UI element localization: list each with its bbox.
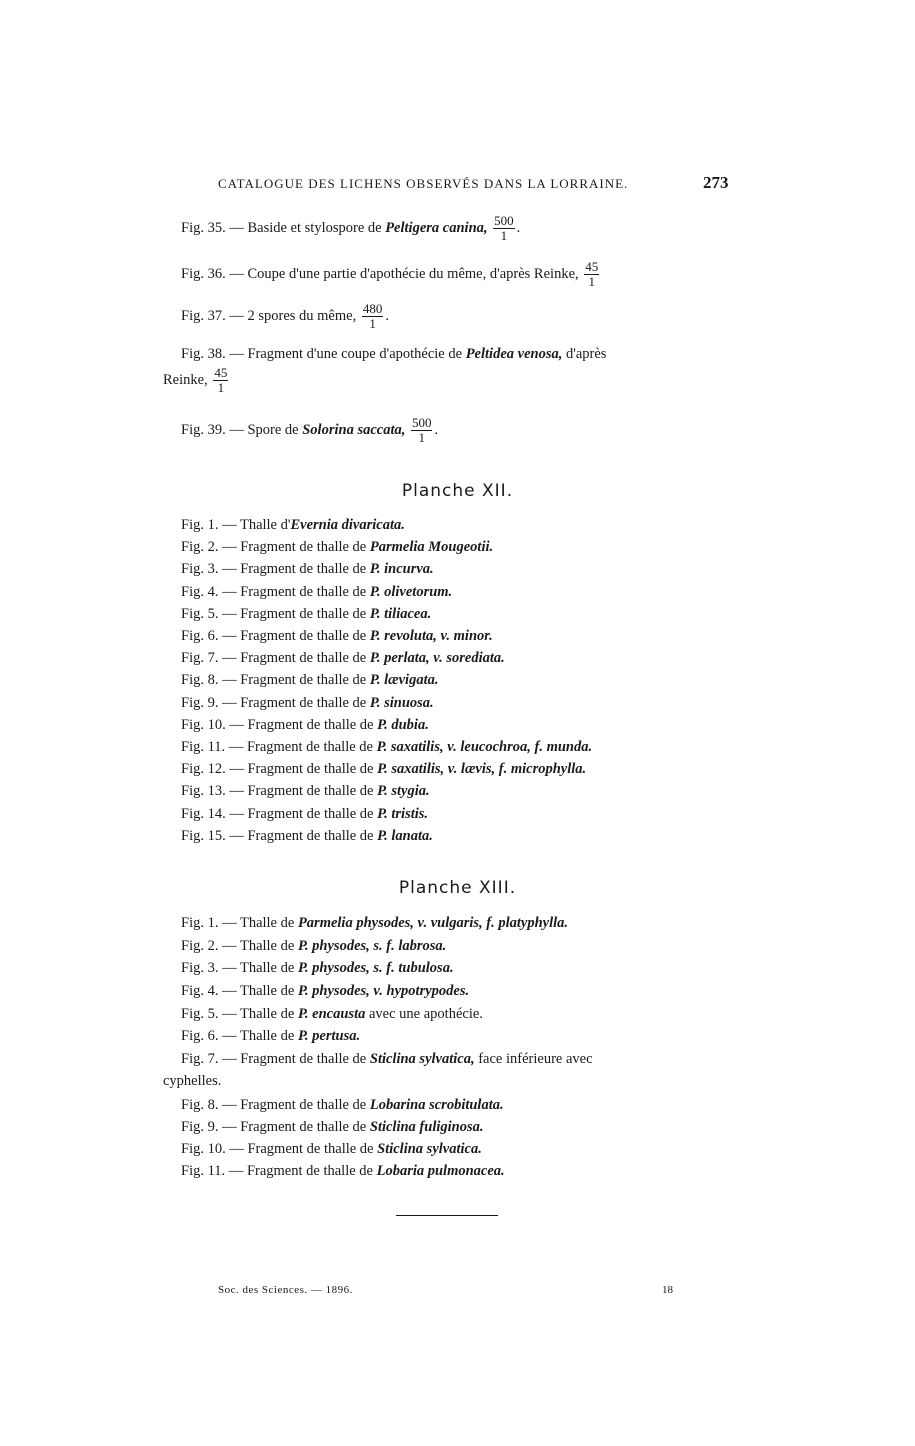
species-name: Parmelia physodes, v. vulgaris, f. platyphylla. xyxy=(297,915,569,931)
fig-text: — Fragment de thalle de xyxy=(222,628,370,644)
fig-text: — Fragment de thalle de xyxy=(222,694,370,711)
fig-label: Fig. 9. xyxy=(181,1119,219,1135)
fig-label: Fig. 36. xyxy=(181,265,226,282)
fig-text-cont: Reinke, xyxy=(163,371,208,388)
fig-label: Fig. 10. xyxy=(181,1141,226,1157)
fraction: $\frac{45}{1}$ xyxy=(214,365,228,395)
list-item xyxy=(181,561,434,578)
fig-text: — Fragment de thalle de xyxy=(222,1051,370,1067)
species-name: P. saxatilis, v. lævis, f. microphylla. xyxy=(377,761,587,778)
species-name: Solorina saccata, xyxy=(302,421,406,438)
fig-label: Fig. 5. xyxy=(181,605,219,622)
fig-label: Fig. 1. xyxy=(181,915,219,931)
species-name: Lobaria pulmonacea. xyxy=(376,1163,505,1179)
fig-label: Fig. 6. xyxy=(181,1028,219,1044)
fig-text: — Baside et stylospore de xyxy=(229,219,386,236)
fig-text-after: face inférieure avec xyxy=(474,1051,593,1067)
fig-text: — Thalle de xyxy=(222,1006,298,1022)
fig-text: — Fragment de thalle de xyxy=(222,1119,370,1135)
fig-label: Fig. 2. xyxy=(181,938,219,954)
running-header: CATALOGUE DES LICHENS OBSERVÉS DANS LA LORRAINE. xyxy=(218,176,629,191)
fig-35-line: Fig. 35. — Baside et stylospore de Peltigera canina, $\frac{500}{1}$ . xyxy=(181,213,521,243)
list-item xyxy=(181,717,429,734)
fig-label: Fig. 4. xyxy=(181,983,219,999)
fig-label: Fig. 9. xyxy=(181,694,219,711)
fig-text: — Fragment de thalle de xyxy=(228,1163,377,1179)
fig-label: Fig. 11. xyxy=(181,1163,226,1179)
list-item xyxy=(181,739,592,756)
list-item xyxy=(181,1119,484,1136)
species-name: P. olivetorum. xyxy=(369,583,453,600)
planche-xiii-title: Planche XIII. xyxy=(398,878,517,898)
fig-text: — Fragment de thalle de xyxy=(229,827,378,844)
fig-label: Fig. 37. xyxy=(181,307,226,324)
fig-text: — Thalle de xyxy=(222,915,298,931)
fig-label: Fig. 10. xyxy=(181,716,226,733)
list-item xyxy=(181,539,493,556)
list-item xyxy=(181,806,428,823)
fig-text: — Thalle de xyxy=(222,983,298,999)
fig-39-line: Fig. 39. — Spore de Solorina saccata, $\frac{500}{1}$ . xyxy=(181,415,439,445)
fig-text: — 2 spores du même, xyxy=(229,307,357,324)
fig-36-line xyxy=(181,260,601,289)
fig-label: Fig. 15. xyxy=(181,827,226,844)
list-item xyxy=(181,960,454,977)
species-name: P. incurva. xyxy=(369,561,434,578)
fig-38-continuation xyxy=(163,366,230,395)
species-name: P. revoluta, v. minor. xyxy=(369,628,493,644)
divider-rule xyxy=(396,1215,498,1216)
fig-text: — Thalle de xyxy=(222,938,298,954)
list-item xyxy=(181,783,430,800)
list-item xyxy=(181,983,469,1000)
species-name: Sticlina fuliginosa. xyxy=(369,1119,484,1135)
fig-text: — Thalle de xyxy=(222,1028,298,1044)
fig-label: Fig. 5. xyxy=(181,1006,219,1022)
list-item xyxy=(181,1141,482,1158)
fig-38-line xyxy=(181,346,606,363)
species-name: Evernia divaricata. xyxy=(290,517,405,533)
species-name: P. sinuosa. xyxy=(369,694,434,711)
list-item xyxy=(181,1006,483,1023)
species-name: P. dubia. xyxy=(377,716,429,733)
fig-text: — Fragment de thalle de xyxy=(222,650,370,667)
species-name: P. lævigata. xyxy=(369,672,439,689)
footer-signature: 18 xyxy=(662,1284,673,1296)
species-name: P. physodes, v. hypotrypodes. xyxy=(297,983,470,999)
species-name: P. pertusa. xyxy=(297,1028,361,1044)
list-item xyxy=(181,517,405,534)
list-item xyxy=(181,915,568,932)
fig-label: Fig. 8. xyxy=(181,1097,219,1113)
list-item xyxy=(181,695,434,712)
species-name: P. saxatilis, v. leucochroa, f. munda. xyxy=(376,739,593,755)
list-item xyxy=(181,938,446,955)
fig-label: Fig. 11. xyxy=(181,739,226,755)
fig-text: — Fragment de thalle de xyxy=(222,672,370,689)
species-name: P. lanata. xyxy=(377,827,433,844)
species-name: Sticlina sylvatica. xyxy=(377,1141,482,1157)
species-name: P. perlata, v. sorediata. xyxy=(369,650,505,667)
list-item xyxy=(181,672,438,689)
fig-label: Fig. 6. xyxy=(181,628,219,644)
list-item xyxy=(181,1163,505,1180)
fig-text: — Thalle de xyxy=(222,960,298,976)
list-item xyxy=(181,828,433,845)
planche-xii-title: Planche XII. xyxy=(401,481,514,501)
species-name: P. stygia. xyxy=(377,783,430,800)
species-name: Peltidea venosa, xyxy=(465,346,563,362)
fig-label: Fig. 7. xyxy=(181,650,219,667)
species-name: P. physodes, s. f. labrosa. xyxy=(297,938,447,954)
fig-label: Fig. 2. xyxy=(181,539,219,556)
fig-label: Fig. 3. xyxy=(181,960,219,976)
fig-label: Fig. 14. xyxy=(181,805,226,822)
fig-label: Fig. 3. xyxy=(181,561,219,578)
fig-text: — Fragment de thalle de xyxy=(229,761,378,778)
fig-label: Fig. 12. xyxy=(181,761,226,778)
fig-text: — Thalle d' xyxy=(222,517,291,533)
species-name: Sticlina sylvatica, xyxy=(369,1051,475,1067)
fig-label: Fig. 38. xyxy=(181,346,226,362)
fig-label: Fig. 4. xyxy=(181,583,219,600)
page-number: 273 xyxy=(703,173,729,192)
fig-37-line: Fig. 37. — 2 spores du même, $\frac{480}{1}$ . xyxy=(181,301,389,331)
fig-text: — Fragment de thalle de xyxy=(222,539,370,556)
fig-text: — Fragment de thalle de xyxy=(229,783,378,800)
species-name: P. encausta xyxy=(297,1006,366,1022)
fig-text: — Fragment de thalle de xyxy=(222,561,370,578)
fig-text: — Coupe d'une partie d'apothécie du même, d'après Reinke, xyxy=(229,265,579,282)
fraction: $\frac{500}{1}$ xyxy=(411,415,432,445)
species-name: P. physodes, s. f. tubulosa. xyxy=(297,960,454,976)
list-item xyxy=(181,1097,504,1114)
fig-label: Fig. 13. xyxy=(181,783,226,800)
fig-text: — Fragment de thalle de xyxy=(229,805,378,822)
fig-text: — Fragment de thalle de xyxy=(228,739,377,755)
list-item xyxy=(181,1051,593,1068)
fraction: $\frac{480}{1}$ xyxy=(362,301,383,331)
fig-text-after: avec une apothécie. xyxy=(365,1006,483,1022)
fig-text: — Fragment de thalle de xyxy=(222,605,370,622)
list-item xyxy=(181,584,452,601)
list-item xyxy=(181,628,493,645)
species-name: Parmelia Mougeotii. xyxy=(369,539,494,556)
list-item xyxy=(181,650,505,667)
fig-text-after: d'après xyxy=(562,346,607,362)
fig-label: Fig. 39. xyxy=(181,421,226,438)
fig-text: — Fragment d'une coupe d'apothécie de xyxy=(229,346,466,362)
species-name: P. tiliacea. xyxy=(369,605,432,622)
fig-text: — Fragment de thalle de xyxy=(222,583,370,600)
fig-label: Fig. 35. xyxy=(181,219,226,236)
list-item xyxy=(181,1028,360,1045)
fig-text: — Fragment de thalle de xyxy=(229,1141,378,1157)
list-item-continuation: cyphelles. xyxy=(163,1073,222,1089)
fraction: $\frac{45}{1}$ xyxy=(585,259,599,289)
species-name: Lobarina scrobitulata. xyxy=(369,1097,504,1113)
fraction: $\frac{500}{1}$ xyxy=(494,213,514,243)
list-item xyxy=(181,761,586,778)
fig-label: Fig. 7. xyxy=(181,1051,219,1067)
species-name: Peltigera canina, xyxy=(385,219,488,236)
fig-text: — Fragment de thalle de xyxy=(222,1097,370,1113)
list-item xyxy=(181,606,431,623)
species-name: P. tristis. xyxy=(377,805,429,822)
fig-text: — Fragment de thalle de xyxy=(229,716,378,733)
fig-label: Fig. 8. xyxy=(181,672,219,689)
footer-society: Soc. des Sciences. — 1896. xyxy=(218,1284,353,1296)
fig-text: — Spore de xyxy=(229,421,303,438)
fig-label: Fig. 1. xyxy=(181,517,219,533)
